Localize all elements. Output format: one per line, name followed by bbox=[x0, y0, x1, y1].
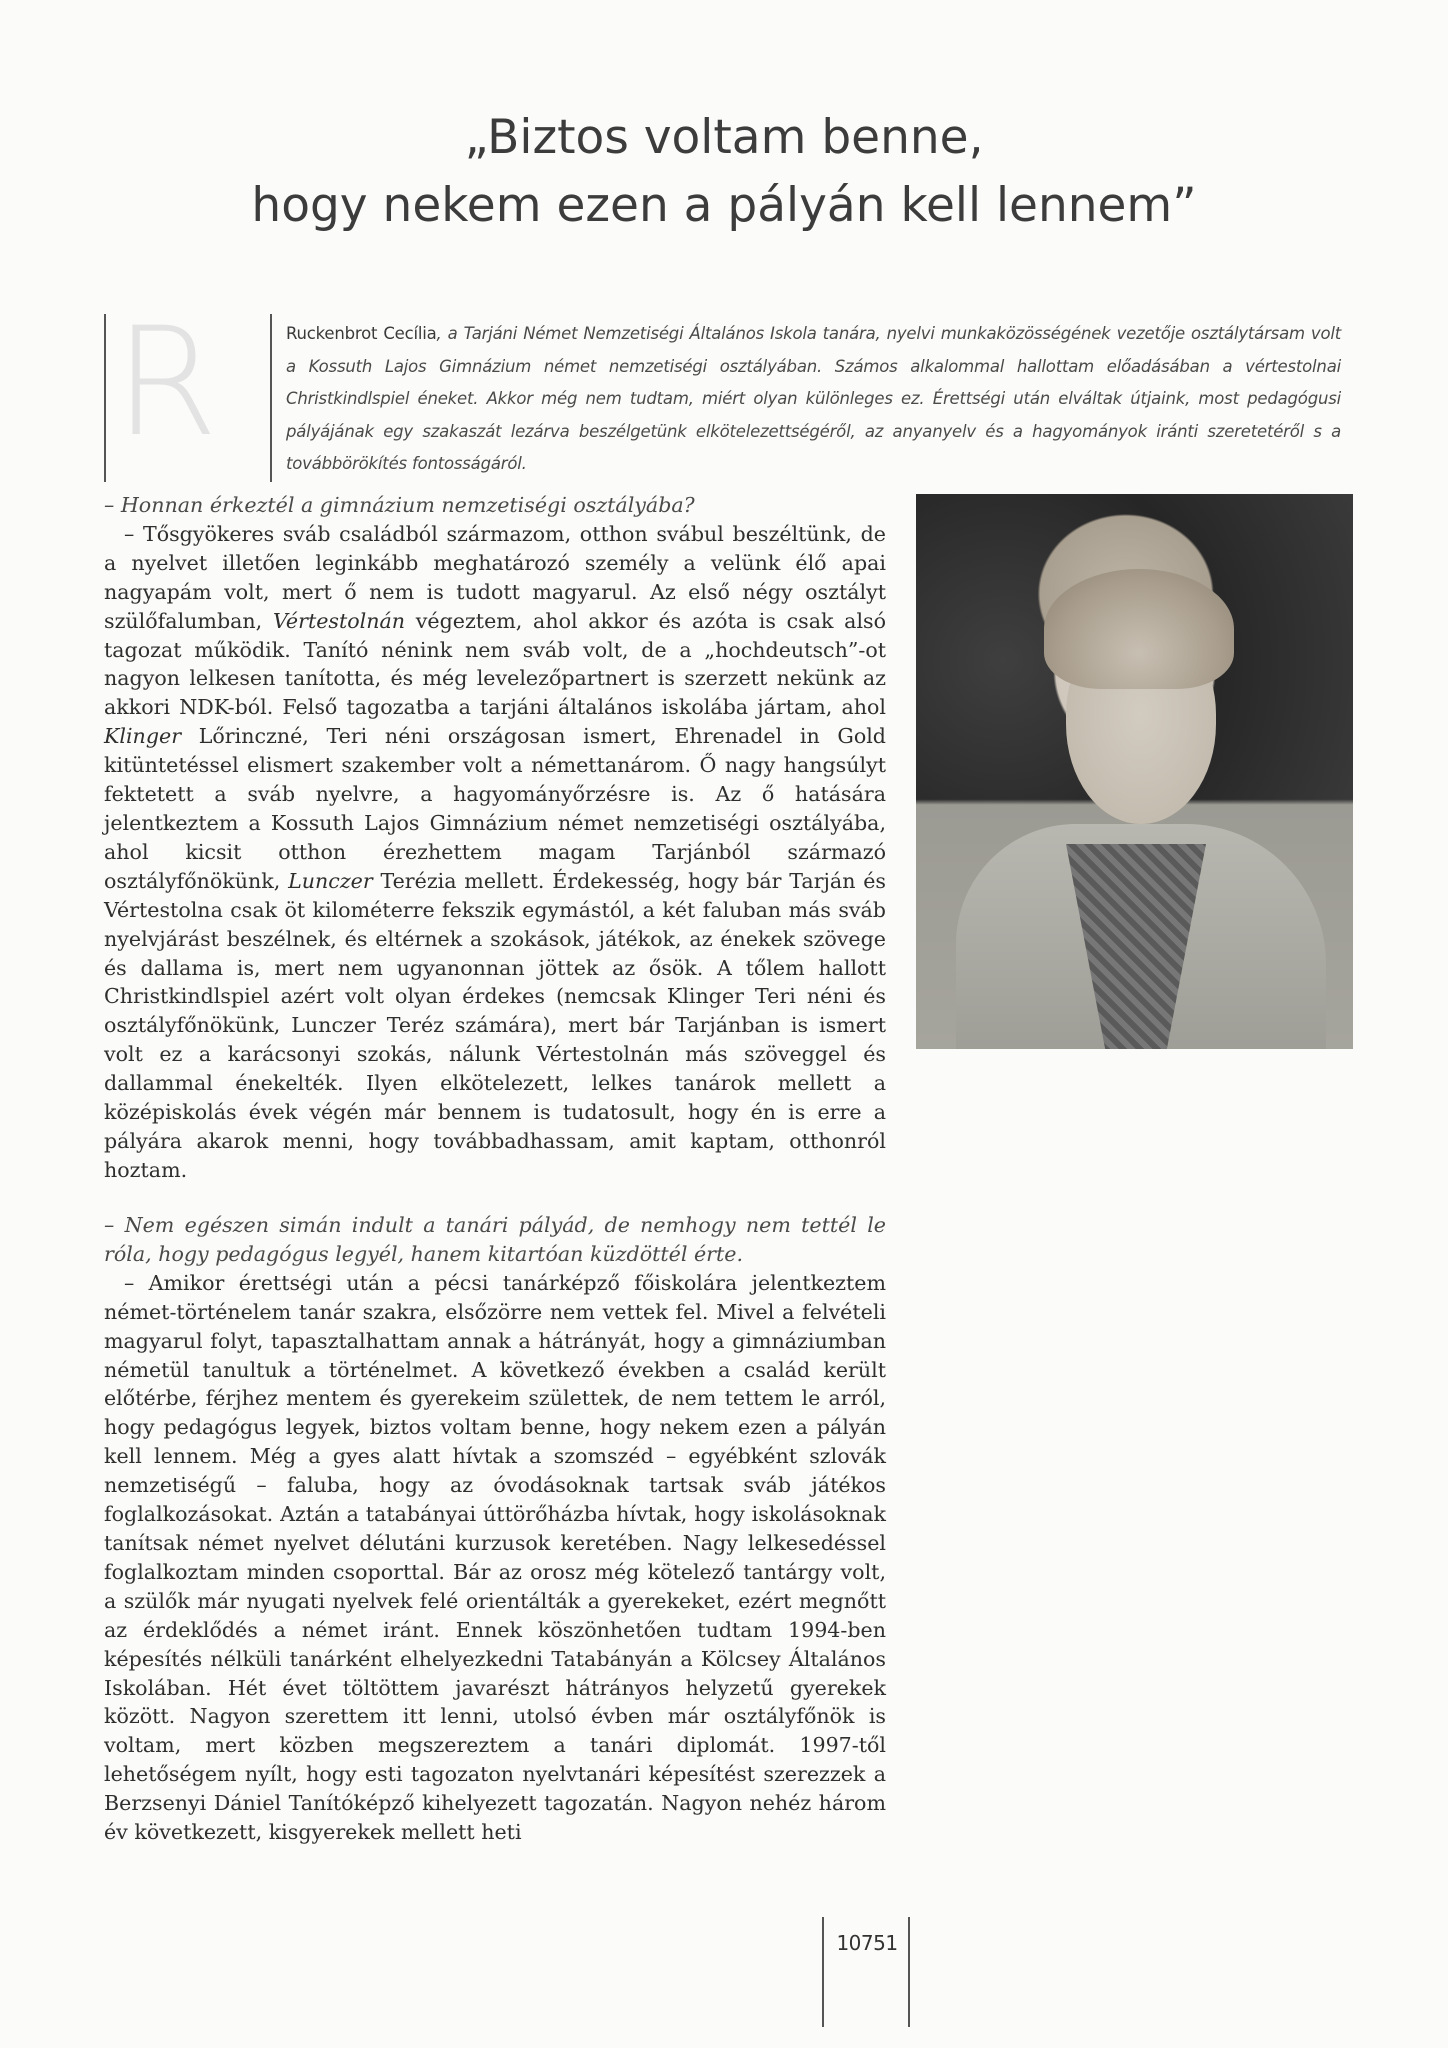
portrait-photo bbox=[916, 494, 1353, 1049]
title-line-2: hogy nekem ezen a pályán kell lennem” bbox=[251, 178, 1197, 233]
intro-block bbox=[98, 296, 1342, 488]
page-number-box bbox=[822, 1917, 912, 2027]
intro-text bbox=[286, 318, 1341, 481]
question-1-text: – Honnan érkeztél a gimnázium nemzetiségi osztályába? bbox=[104, 493, 695, 517]
photo-hair bbox=[1044, 569, 1234, 689]
interview-section-1 bbox=[104, 491, 886, 1185]
answer-1-name-1: Klinger bbox=[104, 724, 182, 749]
question-2-text: – Nem egészen simán indult a tanári pályád, de nemhogy nem tettél le róla, hogy pedagógus legyél, hanem kitartóan küzdöttél érte. bbox=[104, 1213, 886, 1266]
intro-divider-inner bbox=[270, 314, 272, 482]
intro-name: Ruckenbrot Cecília bbox=[286, 324, 437, 343]
title-line-1: „Biztos voltam benne, bbox=[464, 110, 984, 165]
answer-1 bbox=[104, 520, 886, 1185]
interview-section-2 bbox=[104, 1211, 886, 1847]
intro-body: , a Tarjáni Német Nemzetiségi Általános Iskola tanára, nyelvi munkaközösségének vezetője osztálytársam volt a Kossuth Lajos Gimnázium német nemzetiségi osztályában. Számos alkalommal hallottam előadásában a vértestolnai Christkindlspiel éneket. Akkor még nem tudtam, miért olyan különleges ez. Érettségi után elváltak útjaink, most pedagógusi pályájának egy szakaszát lezárva beszélgetünk elkötelezettségéről, az anyanyelv és a hagyományok iránti szeretetéről s a továbbörökítés fontosságáról. bbox=[286, 324, 1342, 474]
page-number-rule-right bbox=[908, 1917, 910, 2027]
page-number-rule-left bbox=[822, 1917, 824, 2027]
article-title bbox=[150, 104, 1298, 240]
page-number: 10751 bbox=[836, 1931, 898, 1955]
question-2 bbox=[104, 1211, 886, 1269]
drop-initial: R bbox=[114, 296, 219, 470]
intro-divider bbox=[104, 314, 106, 482]
answer-1-part-d: Terézia mellett. Érdekesség, hogy bár Tarján és Vértestolna csak öt kilométerre fekszik egymástól, a két faluban más sváb nyelvjárást beszélnek, és eltérnek a szokások, játékok, az énekek szövege és dallama is, mert nem ugyanonnan jöttek az ősök. A tőlem hallott Christkindlspiel azért volt olyan érdekes (nemcsak Klinger Teri néni és osztályfőnökünk, Lunczer Teréz számára), mert bár Tarjánban is ismert volt ez a karácsonyi szokás, nálunk Vértestolnán más szöveggel és dallammal énekelték. Ilyen elkötelezett, lelkes tanárok mellett a középiskolás évek végén már bennem is tudatosult, hogy én is erre a pályára akarok menni, hogy továbbadhassam, amit kaptam, otthonról hoztam. bbox=[104, 868, 886, 1182]
answer-1-part-b: végeztem, ahol akkor és azóta is csak alsó tagozat működik. Tanító nénink nem sváb volt, de a „hochdeutsch”-ot nagyon lelkesen tanította, és még levelezőpartnert is szerzett nekünk az akkori NDK-ból. Felső tagozatba a tarjáni általános iskolába jártam, ahol bbox=[104, 608, 886, 720]
answer-1-part-c: Lőrinczné, Teri néni országosan ismert, Ehrenadel in Gold kitüntetéssel elismert szakember volt a némettanárom. Ő nagy hangsúlyt fektetett a sváb nyelvre, a hagyományőrzésre is. Az ő hatására jelentkeztem a Kossuth Lajos Gimnázium német nemzetiségi osztályába, ahol kicsit otthon érezhettem magam Tarjánból származó osztályfőnökünk, bbox=[104, 724, 886, 893]
answer-1-place: Vértestolnán bbox=[272, 608, 406, 633]
answer-2: – Amikor érettségi után a pécsi tanárképző főiskolára jelentkeztem német-történelem tanár szakra, elsőzörre nem vettek fel. Mivel a felvételi magyarul folyt, tapasztalhattam annak a hátrányát, hogy a gimnáziumban németül tanultuk a történelmet. A következő években a család került előtérbe, férjhez mentem és gyerekeim születtek, de nem tettem le arról, hogy pedagógus legyek, biztos voltam benne, hogy nekem ezen a pályán kell lennem. Még a gyes alatt hívtak a szomszéd – egyébként szlovák nemzetiségű – faluba, hogy az óvodásoknak tartsak sváb játékos foglalkozásokat. Aztán a tatabányai úttörőházba hívtak, hogy iskolásoknak tanítsak német nyelvet délutáni kurzusok keretében. Nagy lelkesedéssel foglalkoztam minden csoporttal. Bár az orosz még kötelező tantárgy volt, a szülők már nyugati nyelvek felé orientálták a gyerekeket, ezért megnőtt az érdeklődés a német iránt. Ennek köszönhetően tudtam 1994-ben képesítés nélküli tanárként elhelyezkedni Tatabányán a Kölcsey Általános Iskolában. Hét évet töltöttem javarészt hátrányos helyzetű gyerekek között. Nagyon szerettem itt lenni, utolsó évben már osztályfőnök is voltam, mert közben megszereztem a tanári diplomát. 1997-től lehetőségem nyílt, hogy esti tagozaton nyelvtanári képesítést szerezzek a Berzsenyi Dániel Tanítóképző kihelyezett tagozatán. Nagyon nehéz három év következett, kisgyerekek mellett heti bbox=[104, 1270, 886, 1845]
answer-1-part-a: – Tősgyökeres sváb családból származom, otthon svábul beszéltünk, de a nyelvet illetően leginkább meghatározó személy a velünk élő apai nagyapám volt, mert ő nem is tudott magyarul. Az első négy osztályt szülőfalumban, bbox=[104, 521, 886, 633]
answer-1-name-2: Lunczer bbox=[288, 868, 373, 893]
question-1 bbox=[104, 491, 886, 520]
